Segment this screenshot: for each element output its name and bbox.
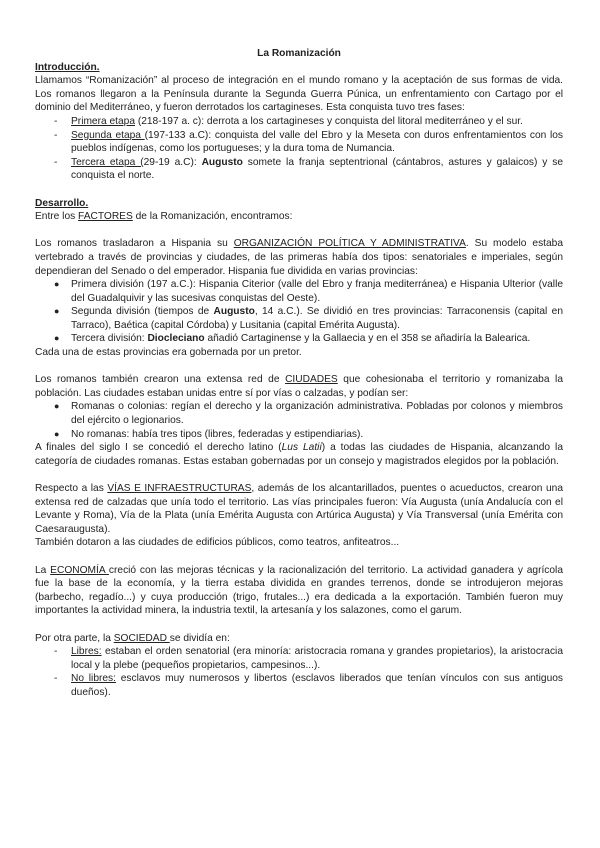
cities-paragraph: Los romanos también crearon una extensa red de CIUDADES que cohesionaba el territorio y romanizaba la población. Las ciudades estaban unidas entre sí por vías o calzadas, y podían ser: xyxy=(35,374,563,399)
list-item: ● Primera división (197 a.C.): Hispania Citerior (valle del Ebro y franja mediterránea) e Hispania Ulterior (valle del Guadalquivir y las sucesivas conquistas del Oeste). xyxy=(54,279,563,304)
intro-heading: Introducción. xyxy=(35,61,100,73)
list-item: - No libres: esclavos muy numerosos y libertos (esclavos liberados que tenían vínculos con sus antiguos dueños). xyxy=(54,673,563,698)
stage-label: Segunda etapa xyxy=(71,129,145,141)
list-item: ● Romanas o colonias: regían el derecho y la organización administrativa. Pobladas por colonos y miembros del ejército o legionarios. xyxy=(54,401,563,427)
latin-right-paragraph: A finales del siglo I se concedió el derecho latino (Lus Latii) a todas las ciudades de Hispania, alcanzando la categoría de ciudades romanas. Estas estaban gobernadas por un consejo y magistrados elegidos por la población. xyxy=(35,442,563,467)
factors-paragraph: Entre los FACTORES de la Romanización, encontramos: xyxy=(35,211,293,223)
stages-list xyxy=(35,115,563,183)
intro-paragraph: Llamamos “Romanización” al proceso de integración en el mundo romano y la aceptación de sus formas de vida. Los romanos llegaron a la Península durante la Segunda Guerra Púnica, un enfrentamiento con Cartago por el dominio del Mediterráneo, y fueron derrotados los cartagineses. Esta conquista tuvo tres fases: xyxy=(35,75,563,114)
list-item: ● Tercera división: Diocleciano añadió Cartaginense y la Gallaecia y en el 358 se añadiría la Balearica. xyxy=(54,333,531,345)
economy-paragraph: La ECONOMÍA creció con las mejoras técnicas y la racionalización del territorio. La actividad ganadera y agrícola fue la base de la economía, y la tierra estaba dividida en grandes terrenos, donde se introdujeron mejoras (barbecho, regadío...) y cuya producción (trigo, frutales...) era dedicada a la exportación. También fueron muy importantes la actividad minera, la industria textil, la artesanía y los salazones, como el garum. xyxy=(35,564,563,617)
list-item: - Primera etapa (218-197 a. c): derrota a los cartagineses y conquista del litoral mediterráneo y el sur. xyxy=(54,115,523,127)
list-item: - Tercera etapa (29-19 a.C): Augusto somete la franja septentrional (cántabros, astures y galaicos) y se conquista el norte. xyxy=(54,156,564,182)
development-heading: Desarrollo. xyxy=(35,197,89,209)
roads-paragraph: Respecto a las VÍAS E INFRAESTRUCTURAS, además de los alcantarillados, puentes o acueductos, crearon una extensa red de calzadas que unía todo el territorio. Las vías principales fueron: Vía Augusta (unía Andalucía con el Levante y Roma), Vía de la Plata (unía Emérita Augusta con Artúrica Augusta) y Vía Transversal (unía Emérita con Caesaraugusta). xyxy=(35,483,563,535)
list-item: ● Segunda división (tiempos de Augusto, 14 a.C.). Se dividió en tres provincias: Tarraconensis (capital en Tarraco), Baética (capital Córdoba) y Lusitania (capital Emérita Augusta). xyxy=(54,306,563,331)
list-item: - Segunda etapa (197-133 a.C): conquista del valle del Ebro y la Meseta con duros enfrentamientos con los pueblos indígenas, como los portugueses; y la dura toma de Numancia. xyxy=(54,129,563,155)
page-title: La Romanización xyxy=(257,48,341,59)
list-item: ● No romanas: había tres tipos (libres, federadas y estipendiarias). xyxy=(54,428,364,440)
divisions-list xyxy=(35,278,563,346)
political-paragraph: Los romanos trasladaron a Hispania su ORGANIZACIÓN POLÍTICA Y ADMINISTRATIVA. Su modelo estaba vertebrado a través de provincias y ciudades, de las primeras había dos tipos: senatoriales e imperiales, según dependieran del Senado o del emperador. Hispania fue dividida en varias provincias: xyxy=(35,238,563,277)
society-paragraph: Por otra parte, la SOCIEDAD se dividía en: xyxy=(35,632,230,644)
society-list xyxy=(35,645,563,699)
list-item: - Libres: estaban el orden senatorial (era minoría: aristocracia romana y grandes propietarios), la aristocracia local y la plebe (pequeños propietarios, campesinos...). xyxy=(54,646,563,671)
provinces-footer: Cada una de estas provincias era gobernada por un pretor. xyxy=(35,347,302,359)
stage-label: Primera etapa xyxy=(71,115,135,127)
city-types-list xyxy=(35,400,563,441)
buildings-paragraph: También dotaron a las ciudades de edificios públicos, como teatros, anfiteatros... xyxy=(35,537,400,549)
stage-label: Tercera etapa ( xyxy=(71,156,144,168)
